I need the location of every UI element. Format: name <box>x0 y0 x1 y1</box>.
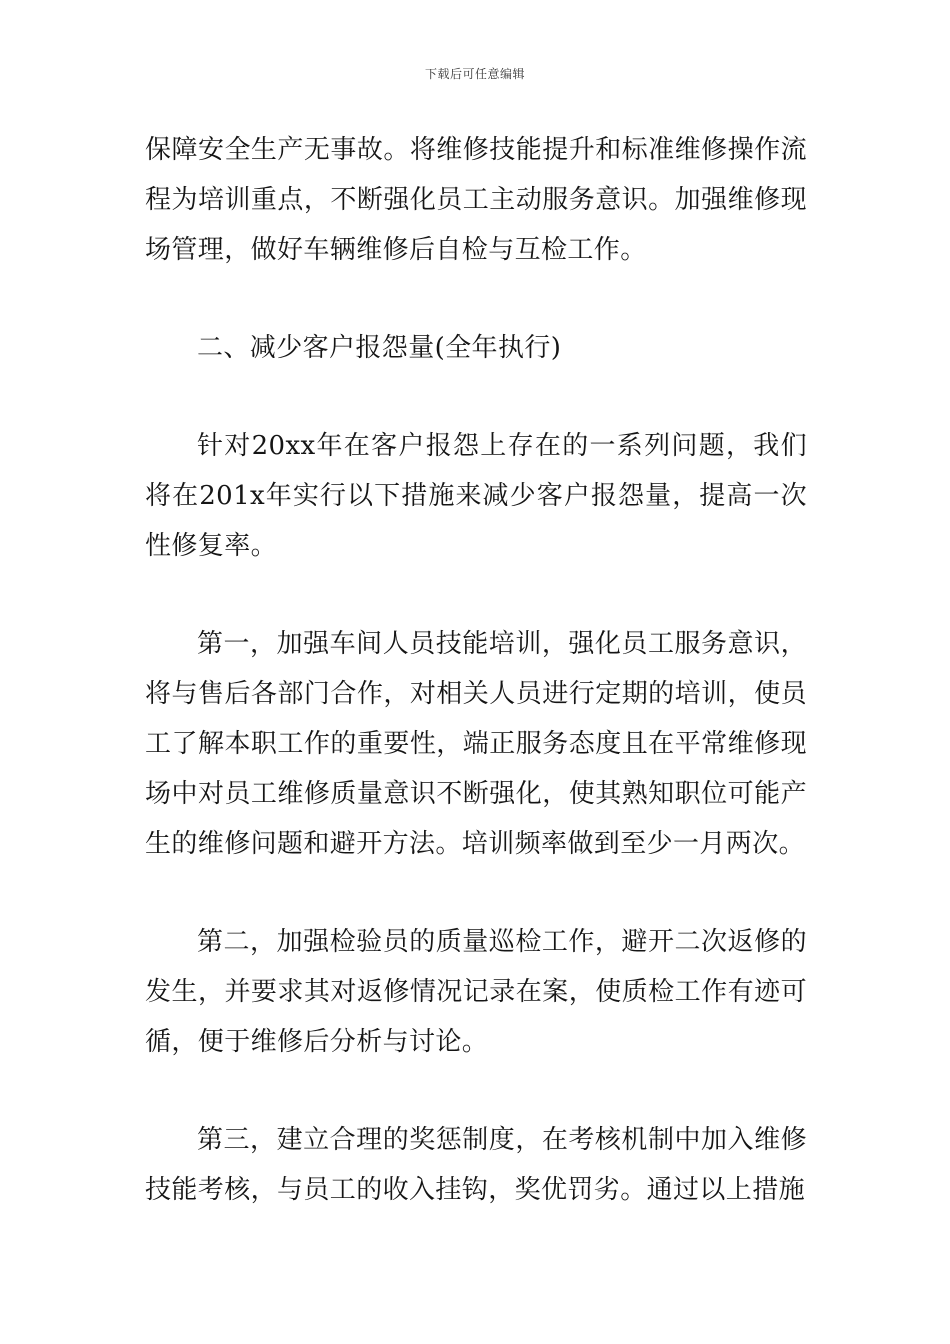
header-note: 下载后可任意编辑 <box>424 67 525 81</box>
paragraph-gap <box>145 1067 807 1115</box>
paragraph-gap <box>145 275 807 323</box>
paragraph-third-measure: 第三，建立合理的奖惩制度，在考核机制中加入维修技能考核，与员工的收入挂钩，奖优罚劣。通过以上措施 <box>145 1125 807 1205</box>
document-body <box>145 125 807 1215</box>
paragraph-intro: 针对20xx年在客户报怨上存在的一系列问题，我们将在201x年实行以下措施来减少客户报怨量，提高一次性修复率。 <box>145 431 807 561</box>
paragraph-second-measure: 第二，加强检验员的质量巡检工作，避开二次返修的发生，并要求其对返修情况记录在案，使质检工作有迹可循，便于维修后分析与讨论。 <box>145 927 807 1057</box>
section-heading: 二、减少客户报怨量(全年执行) <box>197 333 562 363</box>
paragraph-gap <box>145 373 807 421</box>
paragraph-gap <box>145 869 807 917</box>
paragraph-gap <box>145 571 807 619</box>
paragraph-continuation: 保障安全生产无事故。将维修技能提升和标准维修操作流程为培训重点，不断强化员工主动服务意识。加强维修现场管理，做好车辆维修后自检与互检工作。 <box>145 135 807 265</box>
paragraph-first-measure: 第一，加强车间人员技能培训，强化员工服务意识，将与售后各部门合作，对相关人员进行定期的培训，使员工了解本职工作的重要性，端正服务态度且在平常维修现场中对员工维修质量意识不断强化，使其熟知职位可能产生的维修问题和避开方法。培训频率做到至少一月两次。 <box>145 629 807 859</box>
